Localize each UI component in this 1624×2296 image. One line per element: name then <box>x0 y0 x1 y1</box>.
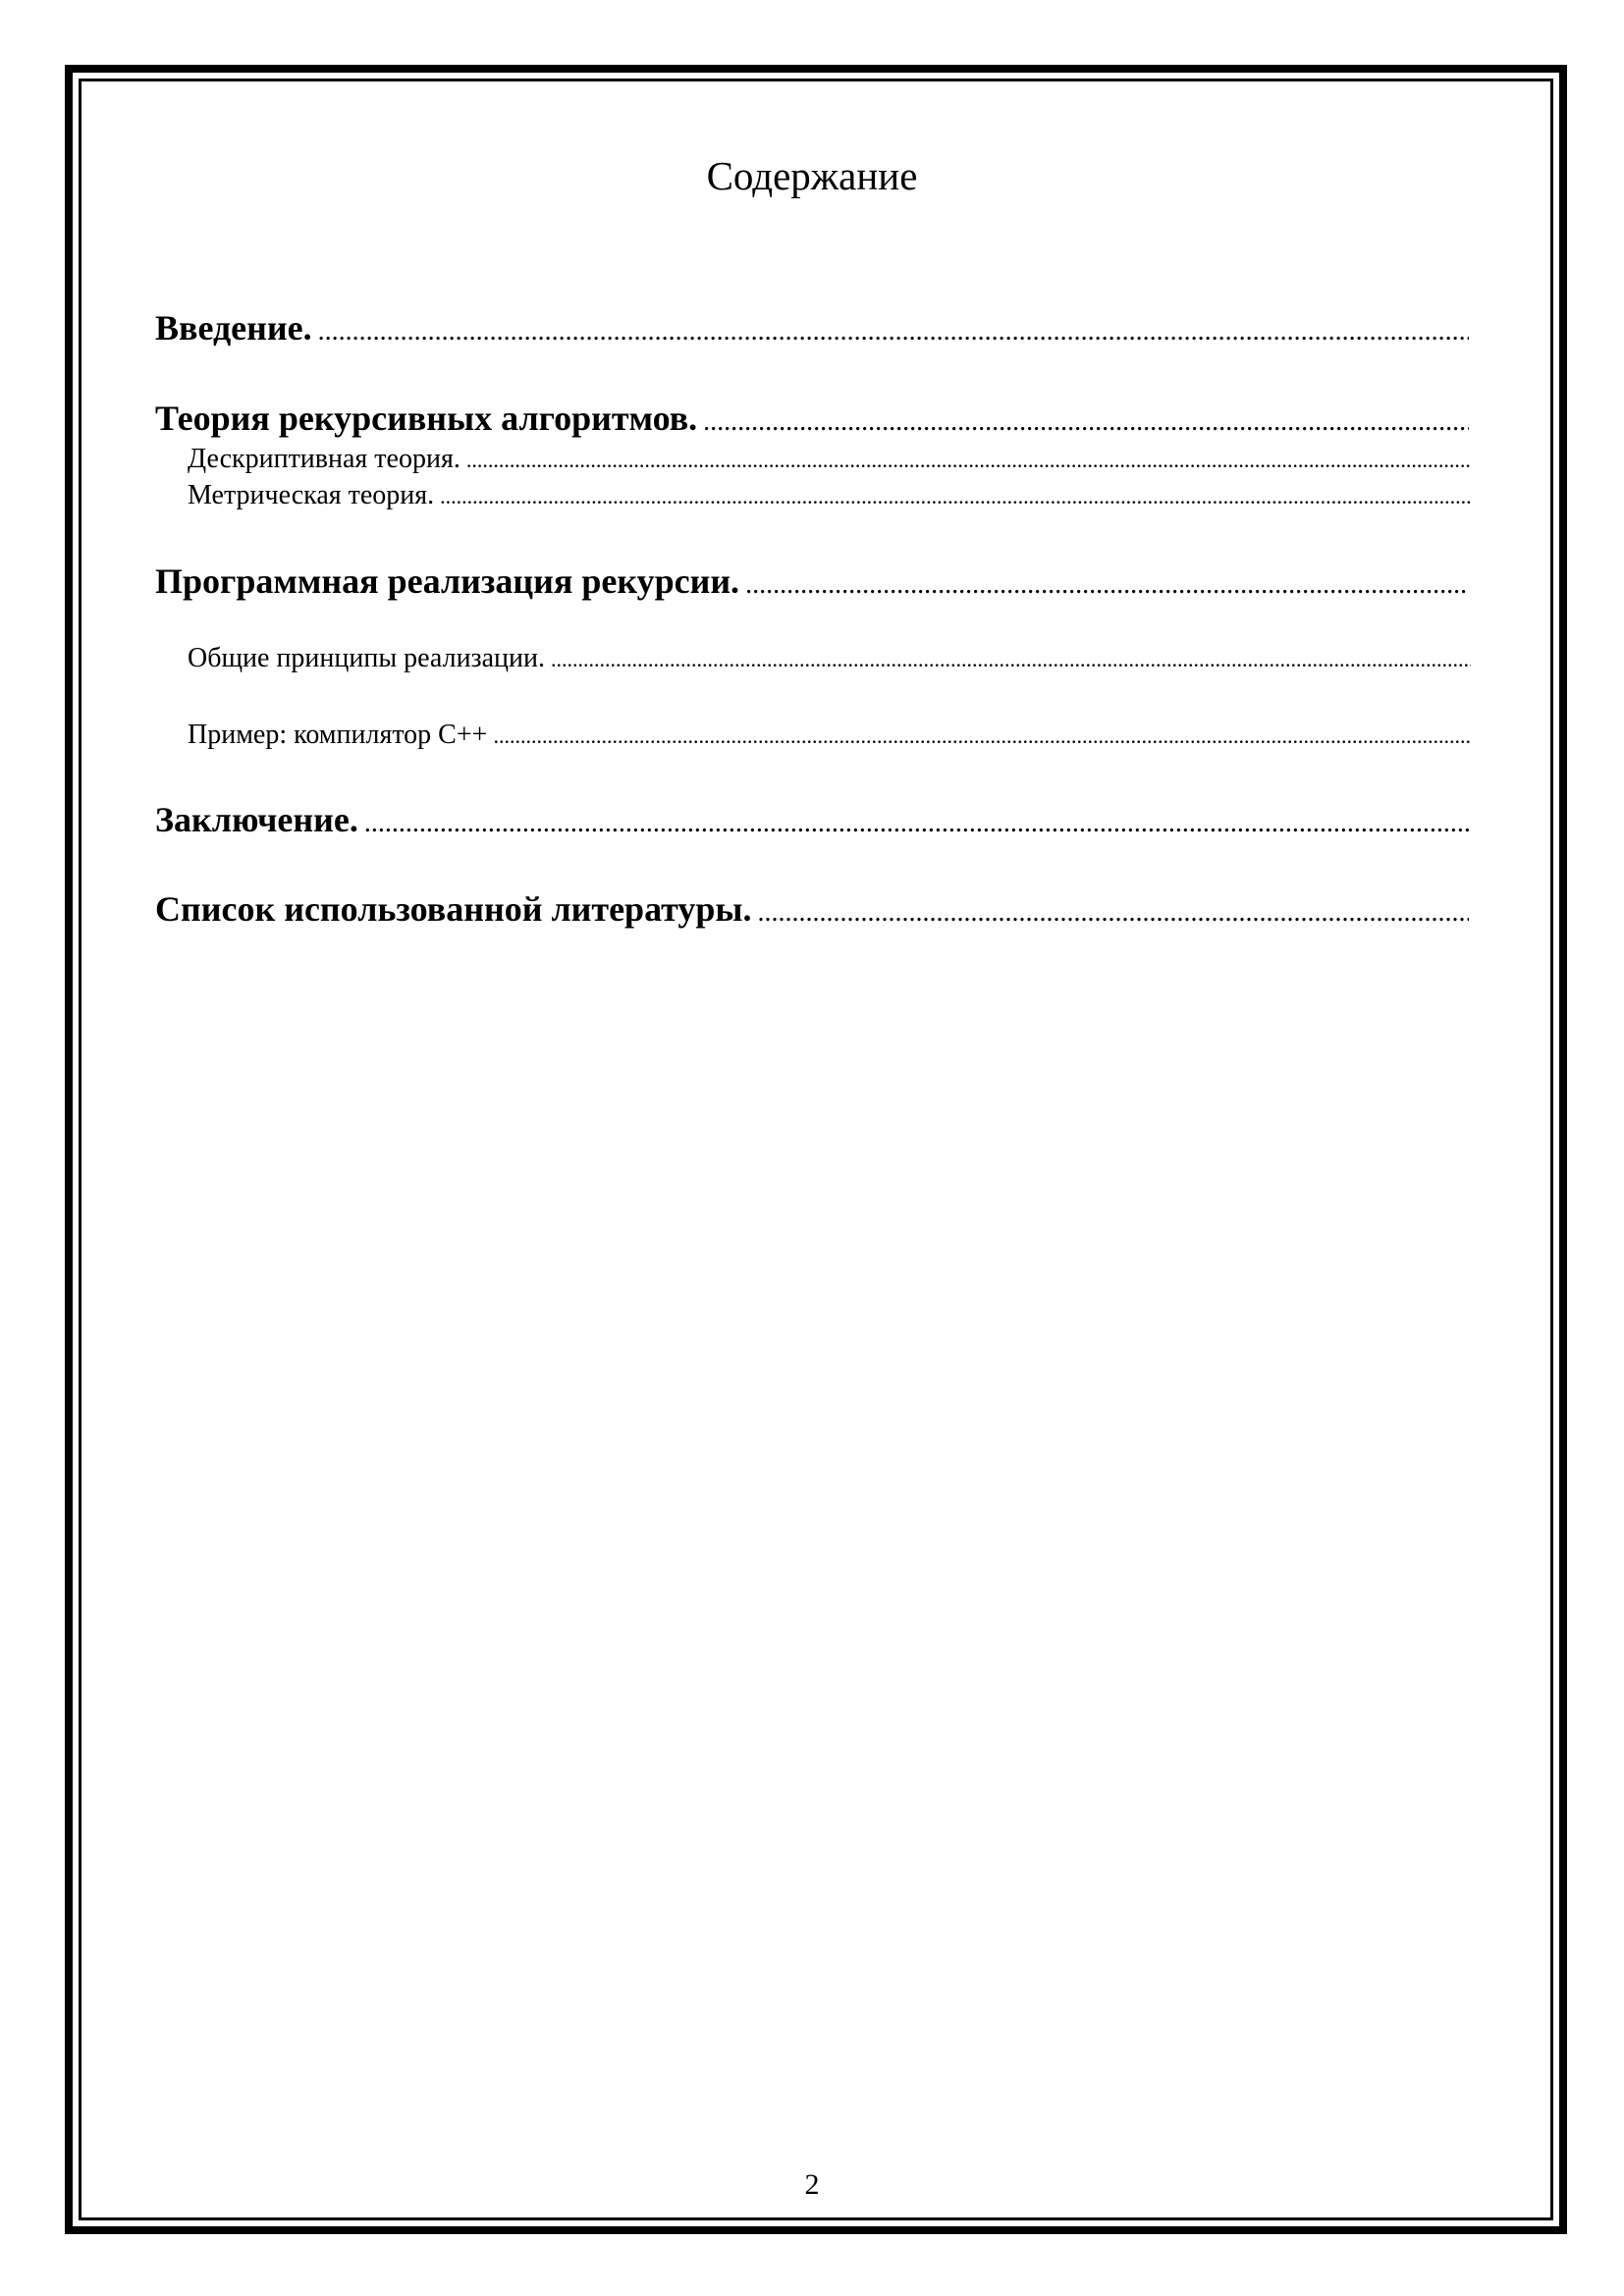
toc-entry-recursive-theory[interactable] <box>155 397 1469 444</box>
toc-dot-leader <box>364 802 1469 845</box>
toc-entry-label: Общие принципы реализации. <box>188 643 545 673</box>
toc-dot-leader <box>745 563 1469 607</box>
toc-dot-leader <box>440 480 1471 513</box>
toc-dot-leader <box>318 310 1469 353</box>
toc-entry-references[interactable] <box>155 887 1469 934</box>
page-number: 2 <box>804 2168 820 2201</box>
toc-entry-introduction[interactable] <box>155 306 1469 353</box>
toc-entry-label: Список использованной литературы. <box>155 889 752 929</box>
toc-entry-general-principles[interactable] <box>188 642 1471 676</box>
toc-entry-software-implementation[interactable] <box>155 560 1469 607</box>
toc-dot-leader <box>493 720 1471 753</box>
page-title: Содержание <box>706 153 918 198</box>
toc-entry-label: Дескриптивная теория. <box>188 444 460 474</box>
toc-entry-conclusion[interactable] <box>155 798 1469 845</box>
toc-entry-label: Теория рекурсивных алгоритмов. <box>155 399 698 438</box>
toc-dot-leader <box>551 643 1471 676</box>
toc-entry-cpp-example[interactable] <box>188 719 1471 753</box>
toc-entry-metric-theory[interactable] <box>188 479 1471 513</box>
toc-entry-label: Введение. <box>155 308 312 347</box>
toc-dot-leader <box>703 400 1469 444</box>
toc-dot-leader <box>466 444 1471 477</box>
toc-entry-label: Пример: компилятор С++ <box>188 720 488 750</box>
toc-entry-label: Заключение. <box>155 800 358 839</box>
toc-entry-label: Программная реализация рекурсии. <box>155 561 740 601</box>
toc-dot-leader <box>757 891 1469 934</box>
toc-entry-descriptive-theory[interactable] <box>188 443 1471 477</box>
toc-entry-label: Метрическая теория. <box>188 480 435 510</box>
